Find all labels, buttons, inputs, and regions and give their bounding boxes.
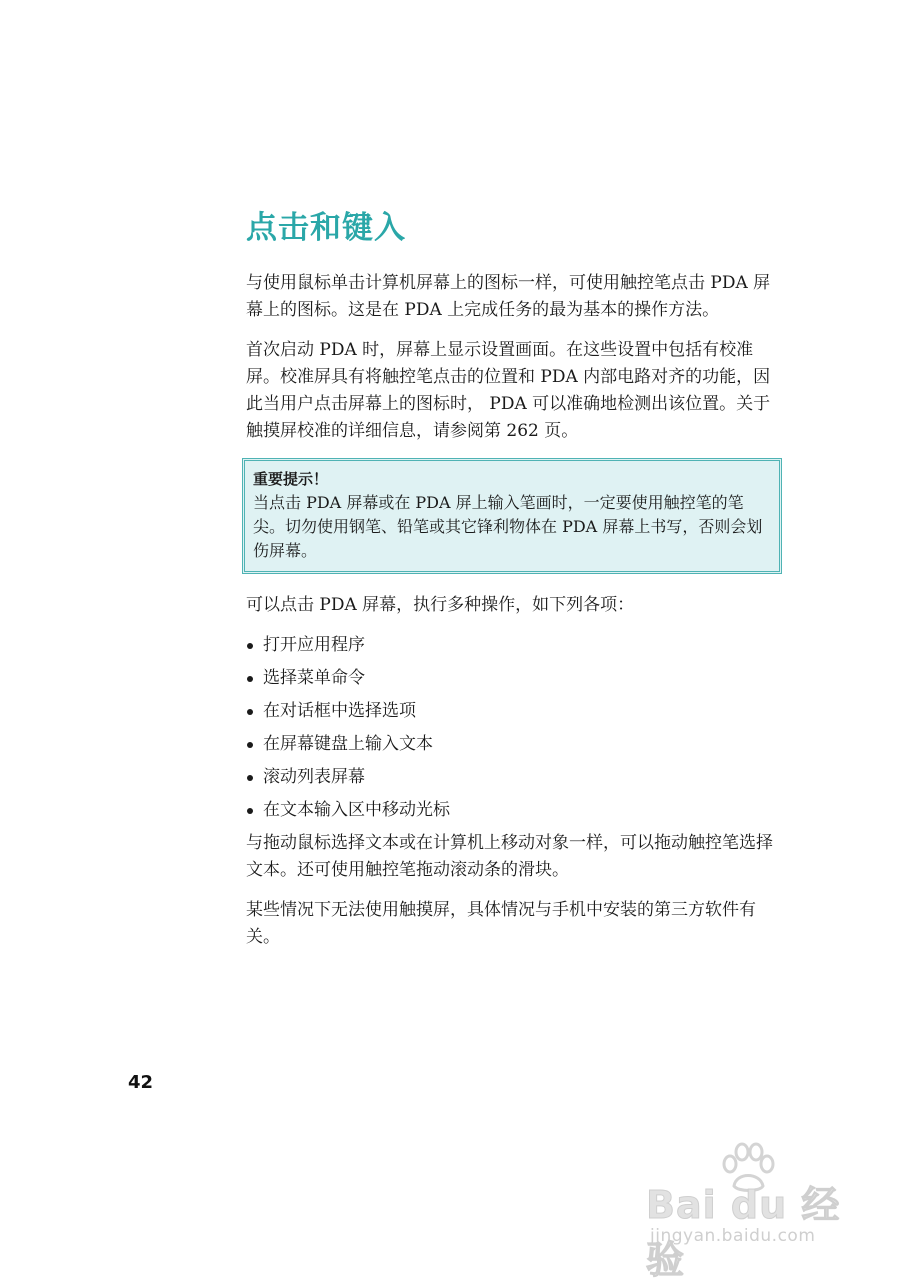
- calibration-paragraph: 首次启动 PDA 时，屏幕上显示设置画面。在这些设置中包括有校准屏。校准屏具有将触控笔点击的位置和 PDA 内部电路对齐的功能，因此当用户点击屏幕上的图标时， PDA 可以准确地检测出该位置。关于触摸屏校准的详细信息，请参阅第 262 页。: [246, 340, 771, 441]
- list-item: [246, 665, 782, 692]
- operations-list: [246, 632, 782, 824]
- intro-paragraph: 与使用鼠标单击计算机屏幕上的图标一样，可使用触控笔点击 PDA 屏幕上的图标。这是在 PDA 上完成任务的最为基本的操作方法。: [246, 273, 771, 320]
- bullet-icon: [247, 676, 253, 682]
- bullet-icon: [247, 643, 253, 649]
- list-item-text: 在对话框中选择选项: [263, 701, 416, 721]
- page-title: 点击和键入: [246, 210, 406, 246]
- watermark-url: jingyan.baidu.com: [650, 1226, 816, 1246]
- baidu-watermark: [640, 1140, 870, 1282]
- list-item: [246, 797, 782, 824]
- list-item: [246, 698, 782, 725]
- limitation-paragraph: 某些情况下无法使用触摸屏，具体情况与手机中安装的第三方软件有关。: [246, 900, 756, 947]
- bullet-icon: [247, 709, 253, 715]
- list-item: [246, 632, 782, 659]
- notice-title: 重要提示！: [253, 470, 329, 488]
- bullet-icon: [247, 775, 253, 781]
- main-content: [246, 270, 782, 964]
- list-item-text: 打开应用程序: [263, 635, 365, 655]
- notice-body: 当点击 PDA 屏幕或在 PDA 屏上输入笔画时，一定要使用触控笔的笔尖。切勿使用钢笔、铅笔或其它锋利物体在 PDA 屏幕上书写，否则会划伤屏幕。: [253, 493, 763, 560]
- operations-intro-paragraph: 可以点击 PDA 屏幕，执行多种操作，如下列各项：: [246, 595, 635, 615]
- bullet-icon: [247, 742, 253, 748]
- list-item-text: 在屏幕键盘上输入文本: [263, 734, 433, 754]
- watermark-logo: Bai du 经验: [646, 1183, 841, 1282]
- list-item: [246, 764, 782, 791]
- bullet-icon: [247, 808, 253, 814]
- list-item-text: 在文本输入区中移动光标: [263, 800, 450, 820]
- important-notice-box: [242, 458, 782, 574]
- list-item-text: 选择菜单命令: [263, 668, 365, 688]
- list-item-text: 滚动列表屏幕: [263, 767, 365, 787]
- list-item: [246, 731, 782, 758]
- drag-paragraph: 与拖动鼠标选择文本或在计算机上移动对象一样，可以拖动触控笔选择文本。还可使用触控笔拖动滚动条的滑块。: [246, 833, 773, 880]
- page-number: 42: [128, 1072, 154, 1093]
